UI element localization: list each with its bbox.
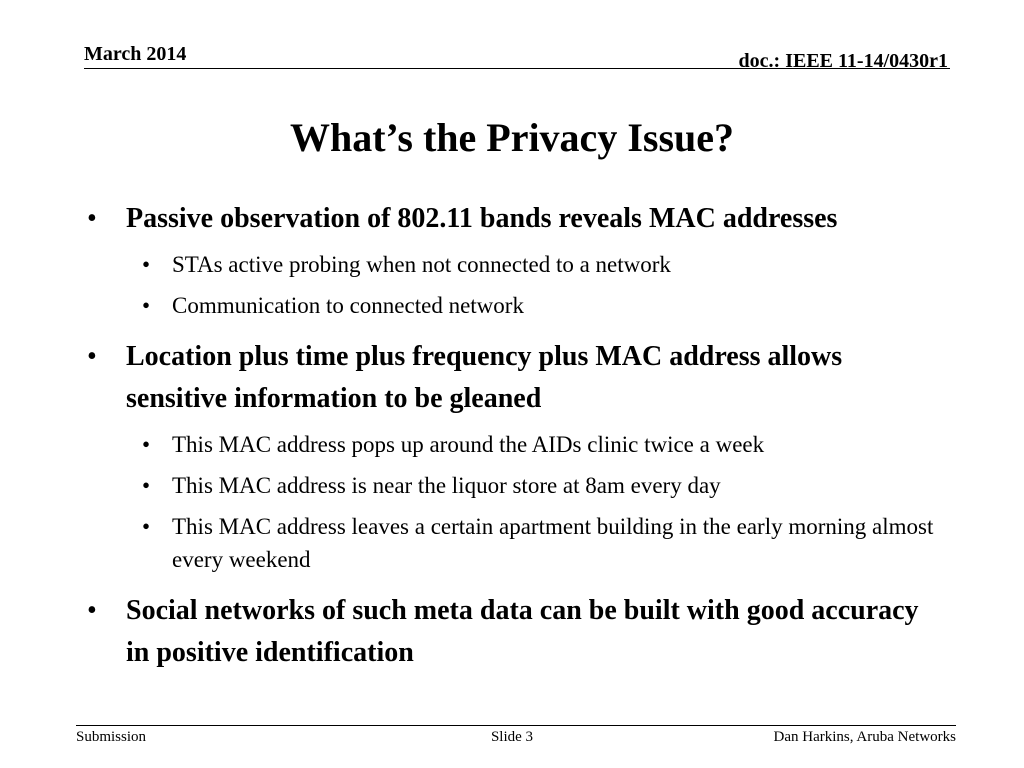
sub-bullet-dot-icon: • <box>142 432 151 457</box>
bullet-dot-icon: • <box>87 203 97 234</box>
footer-slide-number: Slide 3 <box>490 729 534 745</box>
header-divider <box>84 68 950 69</box>
header-doc-id: doc.: IEEE 11-14/0430r1 <box>738 50 948 72</box>
sub-bullet-text: This MAC address is near the liquor store at 8am every day <box>172 473 721 498</box>
slide-title: What’s the Privacy Issue? <box>289 115 735 160</box>
bullet-3 <box>87 590 926 674</box>
sub-bullet-dot-icon: • <box>142 293 151 318</box>
bullet-2-sublist <box>0 428 1024 576</box>
sub-bullet-dot-icon: • <box>142 473 151 498</box>
sub-bullet <box>142 289 942 322</box>
slide-content <box>0 198 1024 686</box>
footer-divider <box>76 725 956 726</box>
bullet-dot-icon: • <box>87 341 97 372</box>
bullet-1-text: Passive observation of 802.11 bands reveals MAC addresses <box>126 203 838 234</box>
bullet-dot-icon: • <box>87 595 97 626</box>
sub-bullet <box>142 428 942 461</box>
sub-bullet-text: This MAC address pops up around the AIDs clinic twice a week <box>172 432 765 457</box>
bullet-2 <box>87 336 926 420</box>
footer-submission: Submission <box>76 729 147 745</box>
sub-bullet-text: This MAC address leaves a certain apartment building in the early morning almost every weekend <box>172 514 934 572</box>
sub-bullet-dot-icon: • <box>142 252 151 277</box>
bullet-2-text: Location plus time plus frequency plus MAC address allows sensitive information to be gleaned <box>126 341 843 414</box>
sub-bullet-text: Communication to connected network <box>172 293 524 318</box>
bullet-1-sublist <box>0 248 1024 322</box>
sub-bullet <box>142 510 942 576</box>
header-date: March 2014 <box>84 43 187 65</box>
bullet-1 <box>87 198 926 240</box>
sub-bullet-text: STAs active probing when not connected to a network <box>172 252 671 277</box>
sub-bullet-dot-icon: • <box>142 514 151 539</box>
footer-author: Dan Harkins, Aruba Networks <box>773 729 956 745</box>
sub-bullet <box>142 469 942 502</box>
bullet-3-text: Social networks of such meta data can be built with good accuracy in positive identification <box>126 595 919 668</box>
sub-bullet <box>142 248 942 281</box>
